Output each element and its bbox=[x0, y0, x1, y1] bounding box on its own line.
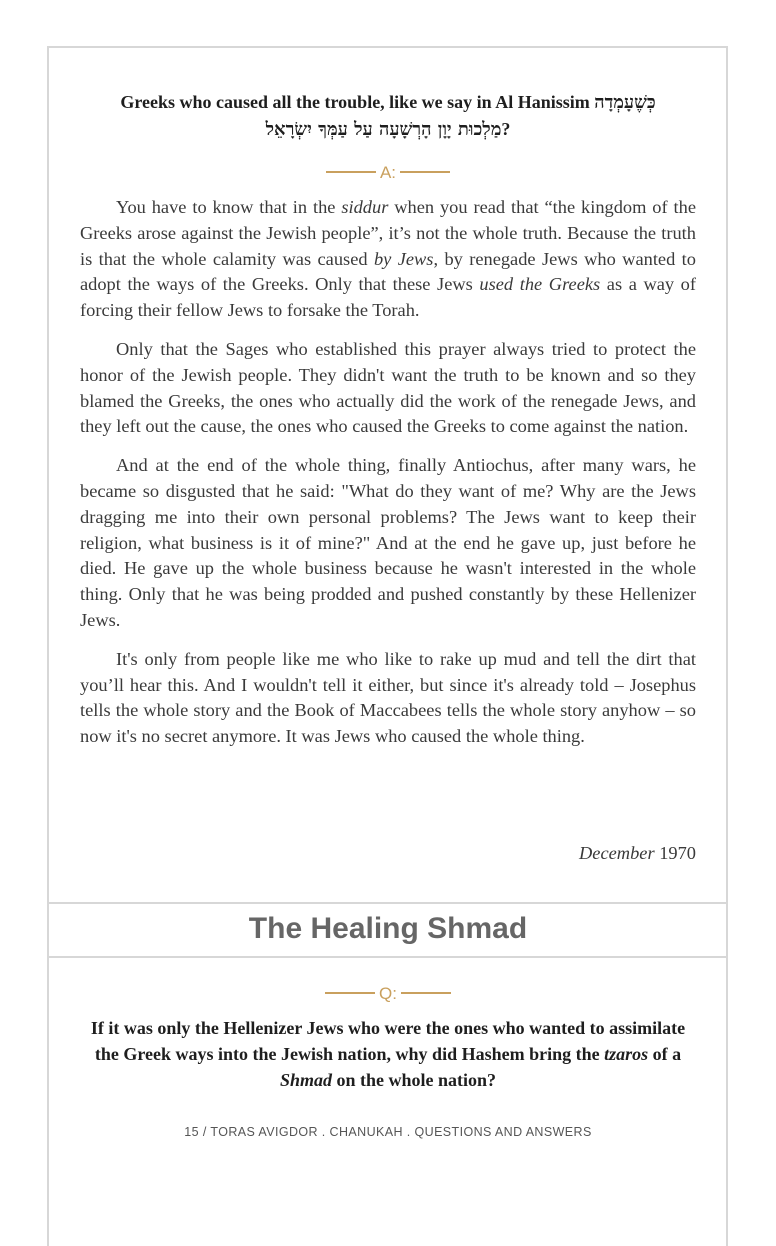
question-text: Greeks who caused all the trouble, like we say in Al Hanissim כְּשֶׁעָמְדָה מַלְכוּת יָוָן הָרְשָׁעָה עַל עַמְּךָ יִשְׂרָאֵל? bbox=[120, 92, 656, 140]
answer-paragraph-4: It's only from people like me who like to rake up mud and tell the dirt that you’ll hear this. And I wouldn't tell it either, but since it's already told – Josephus tells the whole story and the Book of Maccabees tells the whole story anyhow – so now it's no secret anymore. It was Jews who caused the whole thing. bbox=[80, 648, 696, 747]
answer-body bbox=[80, 195, 696, 763]
divider-left bbox=[325, 992, 375, 994]
divider-left bbox=[326, 171, 376, 173]
answer-date: December 1970 bbox=[579, 843, 696, 863]
answer-paragraph-1: You have to know that in the siddur when you read that “the kingdom of the Greeks arose against the Jewish people”, it’s not the whole truth. Because the truth is that the whole calamity was caused by Jews, by renegade Jews who wanted to adopt the ways of the Greeks. Only that these Jews used the Greeks as a way of forcing their fellow Jews to forsake the Torah. bbox=[80, 197, 696, 321]
hebrew-phrase-1: כְּשֶׁעָמְדָה bbox=[594, 92, 656, 113]
question-2-text: If it was only the Hellenizer Jews who were the ones who wanted to assimilate the Greek ways into the Jewish nation, why did Hashem bring the tzaros of a Shmad on the whole nation? bbox=[90, 1018, 686, 1090]
answer-label: A: bbox=[0, 163, 776, 183]
answer-paragraph-3: And at the end of the whole thing, finally Antiochus, after many wars, he became so disgusted that he said: "What do they want of me? Why are the Jews dragging me into their own personal problems? The Jews want to keep their religion, what business is it of mine?" And at the end he gave up, just before he died. He gave up the whole business because he wasn't interested in the whole thing. Only that he was being prodded and pushed constantly by these Hellenizer Jews. bbox=[80, 455, 696, 630]
divider-right bbox=[401, 992, 451, 994]
answer-paragraph-2: Only that the Sages who established this prayer always tried to protect the honor of the Jewish people. They didn't want the truth to be known and so they blamed the Greeks, the ones who actually did the work of the renegade Jews, and they left out the cause, the ones who caused the Greeks to come against the nation. bbox=[80, 338, 696, 437]
section-title: The Healing Shmad bbox=[248, 912, 528, 945]
page-footer: 15 / TORAS AVIGDOR . CHANUKAH . QUESTIONS AND ANSWERS bbox=[184, 1125, 592, 1139]
divider-right bbox=[400, 171, 450, 173]
question-label: Q: bbox=[0, 984, 776, 1004]
hebrew-phrase-2: מַלְכוּת יָוָן הָרְשָׁעָה עַל עַמְּךָ יִשְׂרָאֵל bbox=[265, 119, 502, 140]
